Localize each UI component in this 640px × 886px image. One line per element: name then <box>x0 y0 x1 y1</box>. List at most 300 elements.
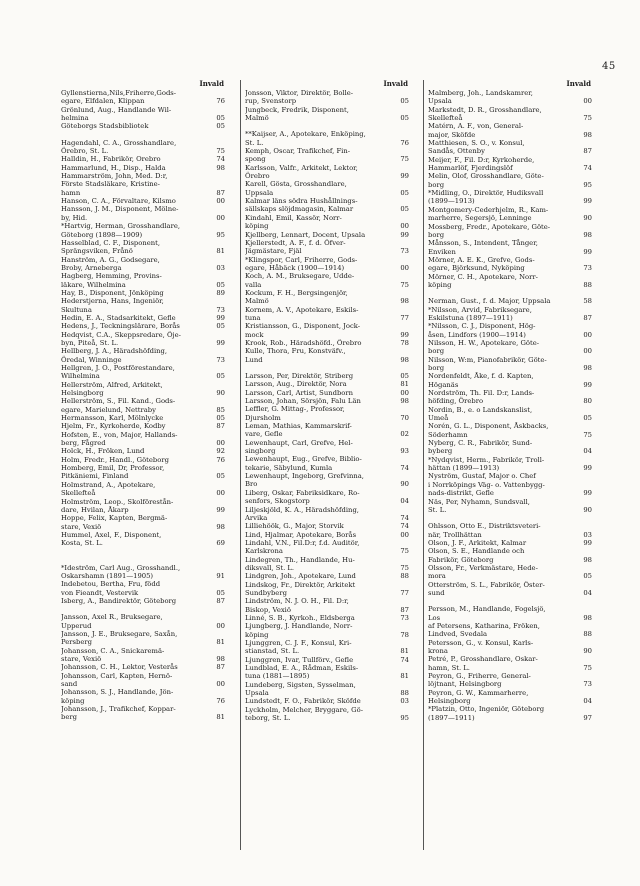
entry-text-line <box>245 205 409 214</box>
entry-text-line <box>428 264 592 273</box>
year-elected: 87 <box>583 147 592 156</box>
entry-text: borg <box>428 364 445 372</box>
entry-text-line <box>245 297 409 306</box>
register-entry <box>245 130 409 147</box>
entry-text: Näs, Per, Nyhamn, Sundsvall, <box>428 497 530 506</box>
entry-text-line <box>428 164 592 173</box>
register-entry <box>428 672 592 689</box>
entry-text: Johansson, J., Trafikchef, Koppar- <box>61 705 176 714</box>
year-elected: 75 <box>583 430 592 439</box>
register-entry <box>245 389 409 397</box>
entry-text-line <box>428 580 592 589</box>
entry-text: Jansson, J. E., Bruksegare, Saxån, <box>61 629 178 638</box>
register-entry <box>245 164 409 181</box>
register-entry <box>61 364 225 381</box>
entry-text: Lilliehöök, G., Major, Storvik <box>245 522 344 531</box>
entry-text-line <box>61 621 225 630</box>
register-entry <box>61 431 225 448</box>
year-elected: 05 <box>216 588 225 597</box>
entry-text: egare, Elfdalen, Klippan <box>61 97 145 106</box>
register-entry <box>245 581 409 598</box>
entry-text: Lewenhaupt, Ingeborg, Grefvinna, <box>245 472 364 481</box>
entry-text-line <box>428 638 592 647</box>
entry-text: Nyberg, C. R., Fabrikör, Sund- <box>428 439 533 448</box>
register-entry <box>245 572 409 580</box>
entry-text: Karlskrona <box>245 547 283 556</box>
register-entry <box>428 639 592 656</box>
year-elected: 73 <box>216 355 225 364</box>
register-entry <box>245 197 409 214</box>
entry-text-line <box>245 222 409 231</box>
entry-text: Koch, A. M., Bruksegare, Udde- <box>245 272 355 281</box>
year-elected: 81 <box>216 638 225 647</box>
entry-text: köping <box>61 696 85 705</box>
year-elected: 98 <box>216 655 225 663</box>
year-elected: 99 <box>583 247 592 256</box>
year-elected: 05 <box>216 122 225 131</box>
register-entry <box>61 580 225 597</box>
year-elected: 98 <box>400 297 409 306</box>
entry-text-line <box>428 422 592 431</box>
entry-text: Hummel, Axel, F., Disponent, <box>61 530 162 539</box>
entry-text: Hederstjerna, Hans, Ingeniör, <box>61 297 164 306</box>
entry-text: Biskop, Vexiö <box>245 605 291 614</box>
year-elected: 88 <box>400 572 409 581</box>
entry-text-line <box>245 388 409 397</box>
entry-text: Enviken <box>428 247 456 256</box>
entry-text: köping <box>245 222 269 231</box>
register-entry <box>428 456 592 473</box>
entry-text-line <box>61 539 225 548</box>
register-entry <box>428 439 592 456</box>
year-elected: 81 <box>400 647 409 656</box>
entry-text-line <box>61 372 225 381</box>
entry-text: *Midling, O., Direktör, Hudiksvall <box>428 189 544 198</box>
entry-text: Hanström, A. G., Godsegare, <box>61 255 160 264</box>
entry-text-line <box>428 230 592 239</box>
register-entry <box>245 214 409 231</box>
year-elected: 87 <box>216 188 225 197</box>
entry-text: hamn, St. L. <box>428 663 470 672</box>
entry-text: Petersson, G., v. Konsul, Karls- <box>428 638 534 647</box>
register-entry <box>61 456 225 464</box>
entry-text-line <box>428 505 592 514</box>
register-entry <box>245 439 409 456</box>
entry-text-line <box>61 497 225 506</box>
entry-text: Melin, Olof, Grosshandlare, Göte- <box>428 172 544 181</box>
entry-text-line <box>428 89 592 97</box>
entry-text-line <box>61 439 225 448</box>
entry-text: tuna (1881—1895) <box>245 672 310 681</box>
year-elected: 02 <box>400 430 409 439</box>
page-number: 45 <box>602 61 616 72</box>
entry-text-line <box>428 105 592 114</box>
entry-text-line <box>428 489 592 498</box>
entry-text-line <box>61 422 225 431</box>
entry-text: Hellerström, Alfred, Arkitekt, <box>61 380 163 389</box>
entry-text-line <box>61 288 225 297</box>
year-elected: 05 <box>216 372 225 381</box>
year-elected: 95 <box>400 714 409 723</box>
register-column-3 <box>428 80 592 722</box>
year-elected: 88 <box>400 689 409 698</box>
entry-text: Nordin, B., e. o Landskanslist, <box>428 405 533 414</box>
entry-text-line <box>245 330 409 339</box>
register-entry <box>428 122 592 139</box>
register-entry <box>61 155 225 163</box>
register-entry <box>428 273 592 290</box>
entry-text: Höganäs <box>428 380 459 389</box>
register-entry <box>245 531 409 539</box>
entry-text-line <box>245 380 409 389</box>
entry-text-line <box>428 197 592 206</box>
section-gap <box>428 514 592 522</box>
year-elected: 05 <box>400 205 409 214</box>
year-elected: 80 <box>583 397 592 406</box>
entry-text-line <box>245 280 409 289</box>
register-entry <box>245 622 409 639</box>
entry-text-line <box>61 364 225 372</box>
entry-text: Kosta, St. L. <box>61 539 103 548</box>
entry-text-line <box>61 313 225 322</box>
entry-text-line <box>61 655 225 663</box>
year-elected: 00 <box>216 489 225 498</box>
entry-text-line <box>245 105 409 114</box>
entry-text: *Nilsson, Arvid, Fabriksegare, <box>428 305 532 314</box>
entry-text: Matérn, A. F., von, General- <box>428 122 524 131</box>
entry-text-line <box>61 138 225 147</box>
register-entry <box>245 472 409 489</box>
entry-text-line <box>61 696 225 705</box>
entry-text: Söderhamn <box>428 430 468 439</box>
register-entry <box>61 381 225 398</box>
entry-text-line <box>61 338 225 347</box>
year-elected: 75 <box>400 547 409 556</box>
entry-text: Örebro, St. L. <box>61 147 109 156</box>
register-entry <box>428 622 592 639</box>
entry-text-line <box>428 297 592 306</box>
entry-text-line <box>61 330 225 339</box>
entry-text-line <box>428 272 592 281</box>
entry-text: köping <box>245 630 269 639</box>
year-elected: 05 <box>216 322 225 331</box>
year-elected: 03 <box>400 697 409 706</box>
entry-text-line <box>428 439 592 448</box>
entry-text: Lindegren, Th., Handlande, Hu- <box>245 555 355 564</box>
entry-text: hamn <box>61 188 81 197</box>
register-column-1 <box>61 80 225 722</box>
entry-text-line <box>61 663 225 672</box>
entry-text: Lundblad, E. A., Rådman, Eskils- <box>245 664 359 673</box>
entry-text-line <box>61 305 225 314</box>
entry-text-line <box>245 172 409 181</box>
entry-text: Leffler, G. Mittag-, Professor, <box>245 405 345 414</box>
register-entry <box>61 172 225 197</box>
entry-text-line <box>428 613 592 622</box>
entry-text: Göteborg (1898—1909) <box>61 230 143 239</box>
entry-text: Lyckholm, Melcher, Bryggare, Gö- <box>245 705 364 714</box>
register-entry <box>245 106 409 123</box>
year-elected: 04 <box>583 447 592 456</box>
entry-text-line <box>245 163 409 172</box>
entry-text: Nilsson, W:m, Pianofabrikör, Göte- <box>428 355 547 364</box>
entry-text-line <box>428 414 592 423</box>
entry-text: Homberg, Emil, Dr, Professor, <box>61 464 165 473</box>
entry-text-line <box>61 197 225 206</box>
register-entry <box>245 639 409 656</box>
register-entry <box>428 655 592 672</box>
register-entry <box>61 564 225 581</box>
entry-text: Ljungberg, J. Handlande, Norr- <box>245 622 353 631</box>
entry-text: när, Trollhättan <box>428 530 482 539</box>
entry-text-line <box>61 646 225 655</box>
register-entry <box>245 656 409 664</box>
entry-text-line <box>245 580 409 589</box>
entry-text-line <box>61 147 225 156</box>
entry-text-line <box>245 372 409 380</box>
entry-text: *Klingspor, Carl, Friherre, Gods- <box>245 255 358 264</box>
year-elected: 76 <box>400 138 409 147</box>
entry-text: Holmstrand, A., Apotekare, <box>61 480 156 489</box>
entry-text: Peyron, G., Friherre, General- <box>428 672 531 681</box>
register-entry <box>245 347 409 364</box>
year-elected: 98 <box>400 397 409 406</box>
entry-text-line <box>245 505 409 514</box>
register-entry <box>61 222 225 239</box>
register-entry <box>245 681 409 698</box>
entry-text-line <box>61 480 225 489</box>
register-entry <box>61 139 225 156</box>
entry-text: Helsingborg <box>61 389 104 398</box>
entry-text-line <box>61 114 225 123</box>
entry-text: St. L. <box>245 138 264 147</box>
entry-text-line <box>428 447 592 456</box>
year-elected: 75 <box>583 663 592 672</box>
register-entry <box>61 514 225 531</box>
year-elected: 74 <box>400 655 409 664</box>
entry-text: berg <box>61 713 77 722</box>
entry-text-line <box>61 489 225 498</box>
entry-text-line <box>61 280 225 289</box>
entry-text-line <box>428 672 592 681</box>
entry-text-line <box>428 572 592 581</box>
register-entry <box>245 422 409 439</box>
entry-text: helmina <box>61 114 89 123</box>
entry-text-line <box>428 547 592 556</box>
entry-text-line <box>428 705 592 714</box>
entry-text-line <box>61 530 225 539</box>
entry-text: Hermansson, Karl, Mölnlycke <box>61 414 164 423</box>
entry-text: Kockum, F. H., Bergsingenjör, <box>245 288 348 297</box>
entry-text-line <box>245 288 409 297</box>
entry-text: Uppsala <box>245 188 274 197</box>
entry-text: senfors, Skogstorp <box>245 497 310 506</box>
register-entry <box>428 547 592 564</box>
register-entry <box>428 581 592 598</box>
year-elected: 76 <box>216 696 225 705</box>
register-entry <box>428 705 592 722</box>
entry-text-line <box>428 397 592 406</box>
entry-text-line <box>245 622 409 631</box>
entry-text-line <box>245 647 409 656</box>
entry-text-line <box>245 188 409 197</box>
entry-text-line <box>428 330 592 339</box>
entry-text-line <box>428 338 592 347</box>
entry-text-line <box>428 430 592 439</box>
year-elected: 98 <box>400 355 409 364</box>
entry-text: Malmberg, Joh., Landskamrer, <box>428 89 533 97</box>
entry-text-line <box>428 97 592 106</box>
entry-text: egare, Marielund, Nettraby <box>61 405 157 414</box>
year-elected: 90 <box>583 505 592 514</box>
year-elected: 75 <box>400 563 409 572</box>
entry-text: Johansson, Carl, Kapten, Hernö- <box>61 671 173 680</box>
year-elected: 70 <box>400 413 409 422</box>
entry-text: Hedin, E. A., Stadsarkitekt, Gefle <box>61 313 176 322</box>
entry-text: Halldin, H., Fabrikör, Orebro <box>61 155 161 164</box>
register-entry <box>428 89 592 106</box>
entry-text: Ljunggren, Ivar, Tullförv., Gefle <box>245 655 354 664</box>
entry-text: Hjelm, Fr., Kyrkoherde, Kodby <box>61 422 166 431</box>
register-entry <box>61 331 225 348</box>
entry-text-line <box>428 172 592 181</box>
entry-text-line <box>245 355 409 364</box>
entry-text: Örebro <box>245 172 270 181</box>
register-entry <box>61 597 225 605</box>
entry-text: Larsson, Johan, Sörsjön, Falu Län <box>245 397 361 406</box>
entry-text: Hofsten, E., von, Major, Hallands- <box>61 430 178 439</box>
entry-text-line <box>61 563 225 572</box>
entry-text-line <box>245 255 409 264</box>
entry-text: Holmström, Leop., Skolförestån- <box>61 497 174 506</box>
year-elected: 99 <box>216 338 225 347</box>
year-elected: 05 <box>583 414 592 423</box>
entry-text: Skultuna <box>61 305 92 314</box>
year-elected: 00 <box>400 530 409 539</box>
entry-text: Umeå <box>428 414 449 423</box>
register-entry <box>61 347 225 364</box>
year-elected: 00 <box>216 680 225 689</box>
year-elected: 99 <box>400 330 409 339</box>
entry-text: St. L. <box>428 505 447 514</box>
year-elected: 92 <box>216 447 225 456</box>
entry-text: stare, Vexiö <box>61 522 102 531</box>
entry-text: Hammarlöf, Fjerdingslöf <box>428 164 513 173</box>
year-elected: 89 <box>216 288 225 297</box>
entry-text-line <box>61 297 225 306</box>
entry-text-line <box>428 280 592 289</box>
entry-text-line <box>245 630 409 639</box>
entry-text: Upsala <box>245 689 269 698</box>
year-elected: 98 <box>583 613 592 622</box>
entry-text-line <box>61 688 225 697</box>
year-elected: 78 <box>400 338 409 347</box>
register-entry <box>245 372 409 380</box>
register-entry <box>428 389 592 406</box>
year-elected: 78 <box>400 630 409 639</box>
entry-text-line <box>245 555 409 564</box>
entry-text: Hellgren, J. O., Postförestandare, <box>61 364 175 372</box>
register-entry <box>428 223 592 240</box>
entry-text: Montgomery-Cederhjelm, R., Kam- <box>428 205 549 214</box>
entry-text-line <box>61 397 225 406</box>
entry-text-line <box>61 222 225 231</box>
entry-text: borg <box>428 347 445 356</box>
entry-text-line <box>245 480 409 489</box>
entry-text-line <box>428 522 592 531</box>
entry-text-line <box>61 380 225 389</box>
register-entry <box>428 139 592 156</box>
entry-text: borg <box>428 230 445 239</box>
register-entry <box>245 597 409 614</box>
register-entry <box>245 89 409 106</box>
entry-text: by, Hid. <box>61 213 88 222</box>
entry-text: Lund <box>245 355 263 364</box>
year-elected: 91 <box>216 571 225 580</box>
year-elected: 75 <box>400 280 409 289</box>
year-elected: 98 <box>216 163 225 172</box>
register-entry <box>245 180 409 197</box>
entry-text: Gyllenstierna,Nils,Friherre,Gods- <box>61 89 177 97</box>
year-elected: 98 <box>583 555 592 564</box>
entry-text: höfding, Örebro <box>428 397 484 406</box>
register-entry <box>428 239 592 256</box>
register-entry <box>428 172 592 189</box>
entry-text: Ljunggren, C. J. F., Konsul, Kri- <box>245 639 352 647</box>
entry-text: Mörner, C. H., Apotekare, Norr- <box>428 272 538 281</box>
entry-text-line <box>61 430 225 439</box>
entry-text-line <box>61 464 225 473</box>
entry-text-line <box>428 497 592 506</box>
entry-text-line <box>61 455 225 464</box>
entry-text: Malmö <box>245 114 269 123</box>
entry-text: Peyron, G. W., Kammarherre, <box>428 688 529 697</box>
entry-text-line <box>245 405 409 414</box>
entry-text: Öredal, Winninge <box>61 355 122 364</box>
register-entry <box>61 705 225 722</box>
year-elected: 05 <box>400 372 409 380</box>
register-entry <box>61 613 225 630</box>
register-entry <box>245 239 409 256</box>
register-entry <box>428 322 592 339</box>
entry-text-line <box>428 255 592 264</box>
entry-text: Nordström, Th. Fil. D:r, Lands- <box>428 389 535 398</box>
entry-text: Hansson, J. M., Disponent, Mölne- <box>61 205 179 214</box>
entry-text: Lundeberg, Sigsten, Sysselman, <box>245 680 356 689</box>
register-entry <box>245 556 409 573</box>
entry-text-line <box>245 488 409 497</box>
entry-text-line <box>61 247 225 256</box>
entry-text: Holck, H., Fröken, Lund <box>61 447 145 456</box>
entry-text-line <box>245 272 409 281</box>
entry-text-line <box>61 163 225 172</box>
entry-text: Djursholm <box>245 413 281 422</box>
entry-text: Eskilstuna (1897—1911) <box>428 313 513 322</box>
entry-text-line <box>245 572 409 581</box>
entry-text-line <box>61 105 225 114</box>
register-entry <box>245 272 409 289</box>
year-elected: 87 <box>583 313 592 322</box>
register-entry <box>61 531 225 548</box>
year-elected: 69 <box>216 539 225 548</box>
year-elected: 58 <box>583 297 592 306</box>
entry-text: Pitkäniemi, Finland <box>61 472 129 481</box>
entry-text: Skellefteå <box>428 114 463 123</box>
entry-text-line <box>61 613 225 622</box>
entry-text: diksvall, St. L. <box>245 563 295 572</box>
year-elected: 76 <box>216 97 225 106</box>
entry-text-line <box>245 313 409 322</box>
